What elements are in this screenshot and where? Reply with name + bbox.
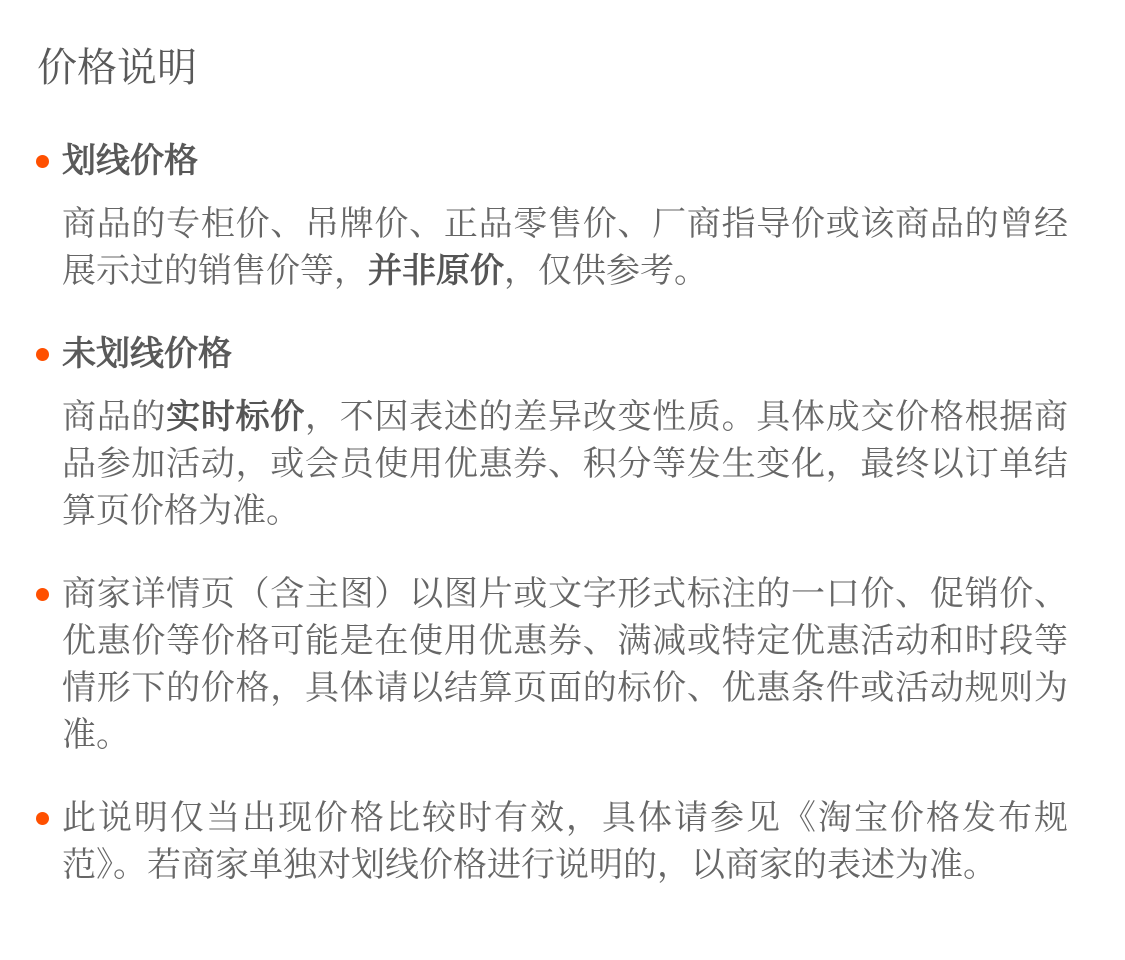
item-heading: 未划线价格 — [62, 335, 232, 373]
paragraph-text: 商品的 — [62, 398, 167, 436]
item-heading: 划线价格 — [62, 142, 198, 180]
page-title: 价格说明 — [37, 46, 197, 90]
bullet-dot-icon — [36, 155, 49, 168]
item-paragraph — [62, 571, 1068, 759]
bullet-dot-icon — [36, 812, 49, 825]
item-paragraph — [62, 795, 1068, 889]
price-note-list — [0, 138, 1125, 889]
item-paragraph — [62, 394, 1068, 535]
list-item-crossed-out-price — [62, 138, 1068, 295]
paragraph-text: ，不因表述的差异改变性质。具体成交价格根据商品参加活动，或会员使用优惠券、积分等发生变化，最终以订单结算页价格为准。 — [62, 398, 1069, 530]
paragraph-text: ，仅供参考。 — [504, 252, 708, 290]
paragraph-text: 此说明仅当出现价格比较时有效，具体请参见《淘宝价格发布规范》。若商家单独对划线价格进行说明的，以商家的表述为准。 — [62, 799, 1068, 884]
paragraph-bold-text: 实时标价 — [166, 398, 306, 436]
paragraph-text: 商家详情页（含主图）以图片或文字形式标注的一口价、促销价、优惠价等价格可能是在使用优惠券、满减或特定优惠活动和时段等情形下的价格，具体请以结算页面的标价、优惠条件或活动规则为准。 — [62, 575, 1068, 754]
item-paragraph — [62, 201, 1068, 295]
bullet-dot-icon — [36, 588, 49, 601]
paragraph-bold-text: 并非原价 — [368, 252, 504, 290]
paragraph-text: 商品的专柜价、吊牌价、正品零售价、厂商指导价或该商品的曾经展示过的销售价等， — [62, 205, 1068, 290]
bullet-dot-icon — [36, 348, 49, 361]
list-item-validity-note — [62, 795, 1068, 889]
list-item-uncrossed-price — [62, 331, 1068, 535]
list-item-seller-detail-page-note — [62, 571, 1068, 759]
